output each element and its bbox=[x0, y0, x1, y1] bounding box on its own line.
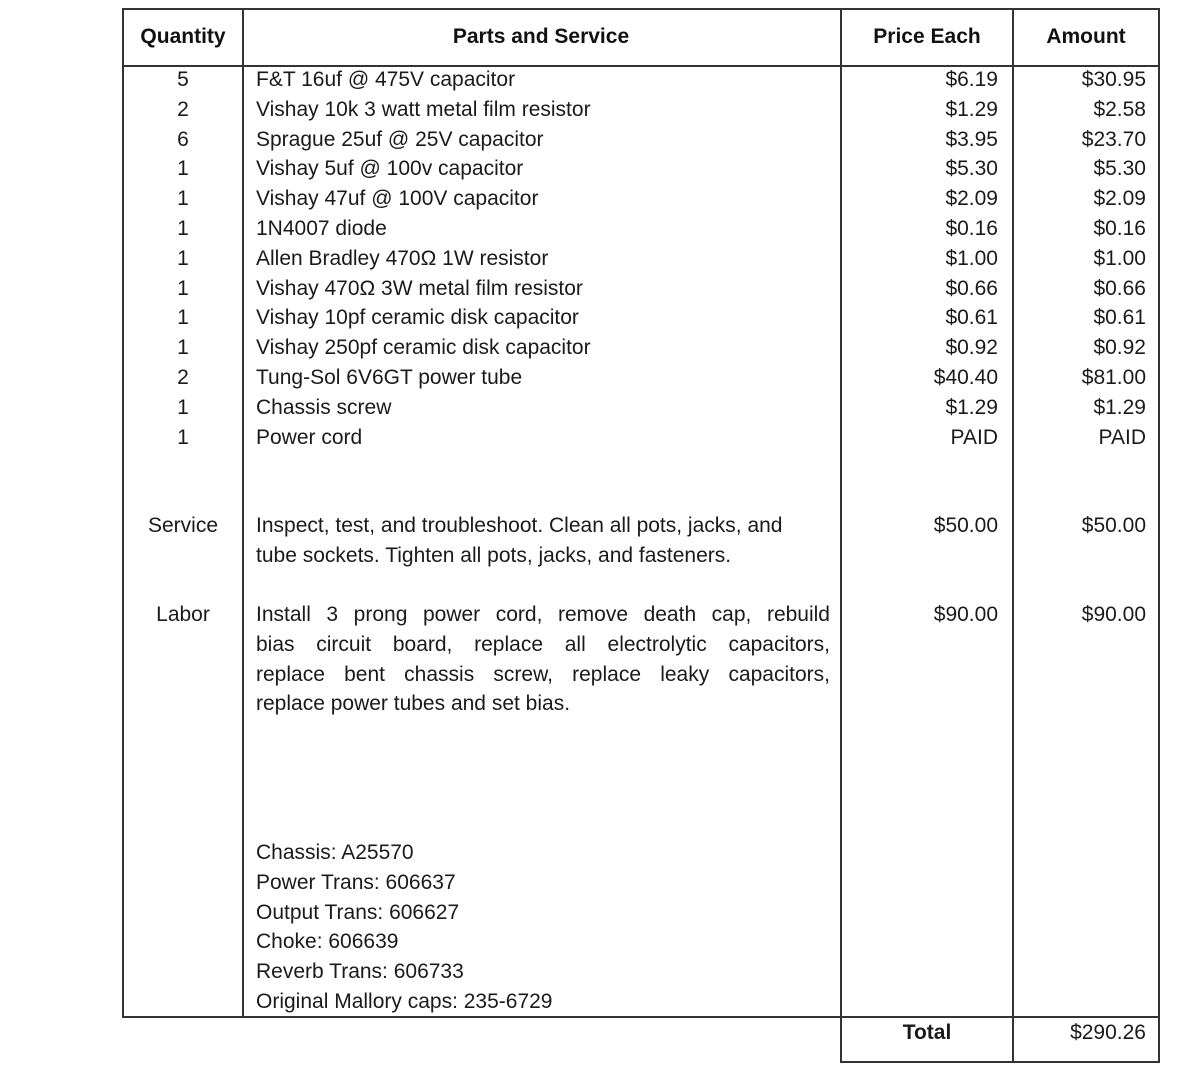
part-amount: $23.70 bbox=[1081, 127, 1146, 151]
part-amount: $81.00 bbox=[1081, 366, 1146, 389]
service-line: Inspect, test, and troubleshoot. Clean all pots, jacks, and bbox=[256, 514, 783, 537]
header-amount: Amount bbox=[1046, 25, 1126, 48]
service-price: $50.00 bbox=[933, 514, 998, 537]
part-price: $1.29 bbox=[945, 97, 998, 121]
part-price: $1.00 bbox=[945, 246, 998, 270]
part-description: Vishay 10k 3 watt metal film resistor bbox=[256, 97, 591, 121]
part-price: $0.16 bbox=[945, 217, 998, 240]
service-label: Service bbox=[147, 514, 219, 537]
part-quantity: 1 bbox=[177, 187, 189, 211]
serial-number-line: Output Trans: 606627 bbox=[256, 900, 460, 924]
part-quantity: 5 bbox=[177, 68, 189, 91]
service-amount: $50.00 bbox=[1081, 514, 1146, 537]
serial-number-line: Chassis: A25570 bbox=[256, 841, 414, 864]
service-description bbox=[256, 511, 830, 571]
header-quantity: Quantity bbox=[140, 25, 226, 48]
part-quantity: 1 bbox=[177, 306, 189, 330]
header-price-each: Price Each bbox=[873, 25, 981, 48]
part-amount: $0.66 bbox=[1093, 276, 1146, 300]
labor-amount: $90.00 bbox=[1081, 603, 1146, 626]
total-label: Total bbox=[902, 1021, 952, 1044]
part-amount: $0.61 bbox=[1093, 306, 1146, 330]
part-amount: $1.00 bbox=[1093, 246, 1146, 270]
part-description: Vishay 250pf ceramic disk capacitor bbox=[256, 336, 591, 360]
part-description: Allen Bradley 470Ω 1W resistor bbox=[256, 246, 549, 270]
column-divider bbox=[242, 10, 244, 1016]
part-price: PAID bbox=[950, 425, 998, 449]
part-amount: $2.58 bbox=[1093, 97, 1146, 121]
total-value: $290.26 bbox=[1070, 1021, 1146, 1044]
part-description: Vishay 47uf @ 100V capacitor bbox=[256, 187, 539, 211]
header-parts-and-service: Parts and Service bbox=[452, 25, 630, 48]
labor-description bbox=[256, 600, 830, 719]
part-amount: PAID bbox=[1098, 425, 1146, 449]
part-price: $0.61 bbox=[945, 306, 998, 330]
serial-number-line: Power Trans: 606637 bbox=[256, 870, 456, 894]
part-quantity: 1 bbox=[177, 217, 189, 240]
labor-label: Labor bbox=[156, 603, 210, 626]
part-price: $0.66 bbox=[945, 276, 998, 300]
part-quantity: 6 bbox=[177, 127, 189, 151]
part-description: F&T 16uf @ 475V capacitor bbox=[256, 68, 516, 91]
serial-number-line: Original Mallory caps: 235-6729 bbox=[256, 990, 553, 1013]
part-quantity: 1 bbox=[177, 246, 189, 270]
labor-line: replace bent chassis screw, replace leaky capacitors, bbox=[256, 662, 830, 686]
part-amount: $5.30 bbox=[1093, 157, 1146, 181]
labor-line: bias circuit board, replace all electrolytic capacitors, bbox=[256, 632, 830, 656]
part-amount: $2.09 bbox=[1093, 187, 1146, 211]
part-price: $6.19 bbox=[945, 68, 998, 91]
labor-line: Install 3 prong power cord, remove death cap, rebuild bbox=[256, 603, 830, 626]
labor-price: $90.00 bbox=[933, 603, 998, 626]
part-amount: $30.95 bbox=[1081, 68, 1146, 91]
service-line: tube sockets. Tighten all pots, jacks, and fasteners. bbox=[256, 543, 732, 567]
serial-number-line: Choke: 606639 bbox=[256, 930, 399, 954]
part-quantity: 1 bbox=[177, 276, 189, 300]
part-description: Tung-Sol 6V6GT power tube bbox=[256, 366, 523, 389]
part-description: Vishay 470Ω 3W metal film resistor bbox=[256, 276, 583, 300]
part-quantity: 1 bbox=[177, 395, 189, 419]
part-price: $3.95 bbox=[945, 127, 998, 151]
part-description: 1N4007 diode bbox=[256, 217, 387, 240]
part-quantity: 1 bbox=[177, 157, 189, 181]
part-quantity: 2 bbox=[177, 97, 189, 121]
part-amount: $0.16 bbox=[1093, 217, 1146, 240]
part-price: $5.30 bbox=[945, 157, 998, 181]
part-quantity: 1 bbox=[177, 336, 189, 360]
part-amount: $1.29 bbox=[1093, 395, 1146, 419]
serial-number-line: Reverb Trans: 606733 bbox=[256, 960, 464, 984]
part-price: $0.92 bbox=[945, 336, 998, 360]
part-description: Chassis screw bbox=[256, 395, 392, 419]
part-description: Vishay 5uf @ 100v capacitor bbox=[256, 157, 524, 181]
labor-line: replace power tubes and set bias. bbox=[256, 692, 571, 716]
part-quantity: 2 bbox=[177, 366, 189, 389]
part-description: Power cord bbox=[256, 425, 363, 449]
part-amount: $0.92 bbox=[1093, 336, 1146, 360]
part-description: Vishay 10pf ceramic disk capacitor bbox=[256, 306, 579, 330]
part-price: $2.09 bbox=[945, 187, 998, 211]
part-price: $1.29 bbox=[945, 395, 998, 419]
part-quantity: 1 bbox=[177, 425, 189, 449]
part-price: $40.40 bbox=[933, 366, 998, 389]
part-description: Sprague 25uf @ 25V capacitor bbox=[256, 127, 544, 151]
